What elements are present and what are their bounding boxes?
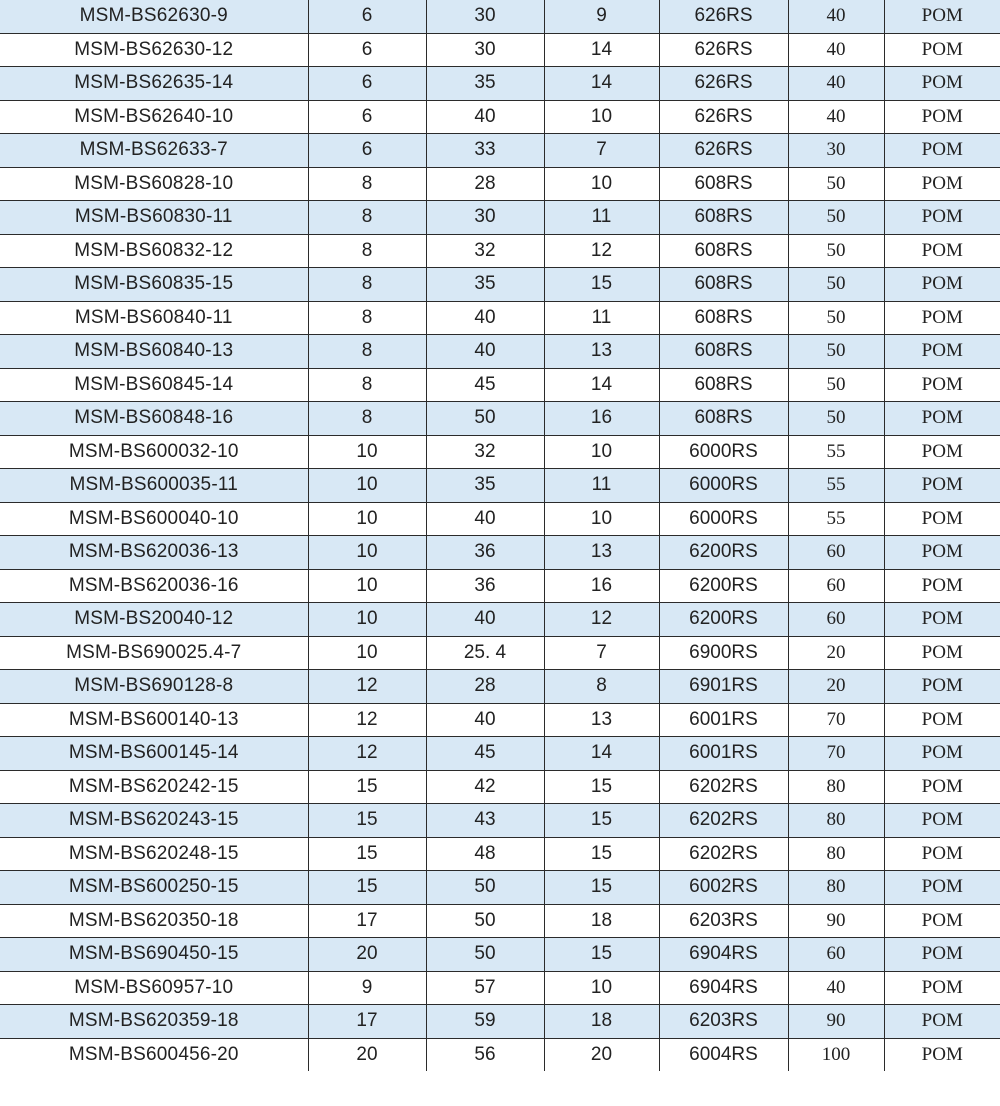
cell-bearing-type: 6004RS <box>659 1038 788 1071</box>
table-row <box>0 100 1000 134</box>
cell-load-value: 80 <box>788 837 884 871</box>
cell-width: 11 <box>544 469 659 503</box>
cell-outer-diameter: 40 <box>426 603 544 637</box>
cell-material: POM <box>884 804 1000 838</box>
cell-model-number: MSM-BS60845-14 <box>0 368 308 402</box>
table-row <box>0 603 1000 637</box>
cell-outer-diameter: 40 <box>426 301 544 335</box>
cell-material: POM <box>884 368 1000 402</box>
cell-outer-diameter: 50 <box>426 402 544 436</box>
cell-bore-diameter: 12 <box>308 670 426 704</box>
cell-bore-diameter: 8 <box>308 201 426 235</box>
cell-outer-diameter: 48 <box>426 837 544 871</box>
table-row <box>0 703 1000 737</box>
cell-load-value: 55 <box>788 469 884 503</box>
cell-outer-diameter: 40 <box>426 502 544 536</box>
cell-bore-diameter: 8 <box>308 268 426 302</box>
cell-bore-diameter: 8 <box>308 234 426 268</box>
cell-load-value: 80 <box>788 770 884 804</box>
cell-bore-diameter: 8 <box>308 301 426 335</box>
cell-outer-diameter: 45 <box>426 737 544 771</box>
cell-outer-diameter: 32 <box>426 234 544 268</box>
cell-width: 12 <box>544 603 659 637</box>
cell-bore-diameter: 6 <box>308 134 426 168</box>
cell-model-number: MSM-BS60840-13 <box>0 335 308 369</box>
cell-model-number: MSM-BS620243-15 <box>0 804 308 838</box>
cell-outer-diameter: 45 <box>426 368 544 402</box>
cell-model-number: MSM-BS600456-20 <box>0 1038 308 1071</box>
cell-bore-diameter: 6 <box>308 0 426 33</box>
cell-bearing-type: 6000RS <box>659 502 788 536</box>
cell-model-number: MSM-BS62630-9 <box>0 0 308 33</box>
cell-material: POM <box>884 402 1000 436</box>
cell-width: 15 <box>544 938 659 972</box>
cell-model-number: MSM-BS60828-10 <box>0 167 308 201</box>
cell-outer-diameter: 43 <box>426 804 544 838</box>
cell-outer-diameter: 32 <box>426 435 544 469</box>
cell-load-value: 90 <box>788 1005 884 1039</box>
cell-model-number: MSM-BS600040-10 <box>0 502 308 536</box>
cell-load-value: 50 <box>788 335 884 369</box>
cell-width: 15 <box>544 837 659 871</box>
cell-outer-diameter: 50 <box>426 871 544 905</box>
cell-model-number: MSM-BS620036-13 <box>0 536 308 570</box>
cell-load-value: 60 <box>788 569 884 603</box>
cell-load-value: 55 <box>788 435 884 469</box>
cell-outer-diameter: 36 <box>426 536 544 570</box>
cell-width: 15 <box>544 804 659 838</box>
cell-width: 18 <box>544 1005 659 1039</box>
cell-model-number: MSM-BS690450-15 <box>0 938 308 972</box>
cell-load-value: 20 <box>788 670 884 704</box>
cell-bore-diameter: 15 <box>308 804 426 838</box>
cell-bore-diameter: 10 <box>308 536 426 570</box>
cell-load-value: 55 <box>788 502 884 536</box>
cell-bearing-type: 6904RS <box>659 938 788 972</box>
table-row <box>0 67 1000 101</box>
cell-width: 18 <box>544 904 659 938</box>
cell-material: POM <box>884 33 1000 67</box>
cell-outer-diameter: 42 <box>426 770 544 804</box>
cell-bore-diameter: 10 <box>308 569 426 603</box>
table-row <box>0 770 1000 804</box>
cell-load-value: 70 <box>788 737 884 771</box>
cell-width: 16 <box>544 402 659 436</box>
cell-model-number: MSM-BS62630-12 <box>0 33 308 67</box>
cell-bore-diameter: 20 <box>308 1038 426 1071</box>
cell-outer-diameter: 50 <box>426 938 544 972</box>
cell-bearing-type: 608RS <box>659 301 788 335</box>
cell-load-value: 50 <box>788 234 884 268</box>
cell-outer-diameter: 35 <box>426 67 544 101</box>
cell-bearing-type: 626RS <box>659 67 788 101</box>
table-row <box>0 402 1000 436</box>
cell-material: POM <box>884 301 1000 335</box>
table-row <box>0 670 1000 704</box>
cell-load-value: 40 <box>788 0 884 33</box>
cell-bore-diameter: 10 <box>308 469 426 503</box>
cell-width: 11 <box>544 201 659 235</box>
table-row <box>0 201 1000 235</box>
table-row <box>0 435 1000 469</box>
cell-bearing-type: 608RS <box>659 402 788 436</box>
cell-width: 14 <box>544 737 659 771</box>
cell-width: 7 <box>544 636 659 670</box>
cell-model-number: MSM-BS600032-10 <box>0 435 308 469</box>
cell-model-number: MSM-BS60830-11 <box>0 201 308 235</box>
cell-outer-diameter: 28 <box>426 167 544 201</box>
cell-outer-diameter: 59 <box>426 1005 544 1039</box>
cell-load-value: 50 <box>788 402 884 436</box>
cell-bearing-type: 6202RS <box>659 804 788 838</box>
table-row <box>0 1005 1000 1039</box>
cell-model-number: MSM-BS60848-16 <box>0 402 308 436</box>
cell-width: 13 <box>544 703 659 737</box>
cell-bearing-type: 6001RS <box>659 737 788 771</box>
cell-width: 15 <box>544 871 659 905</box>
cell-bearing-type: 6002RS <box>659 871 788 905</box>
cell-outer-diameter: 50 <box>426 904 544 938</box>
table-row <box>0 301 1000 335</box>
cell-material: POM <box>884 904 1000 938</box>
cell-material: POM <box>884 971 1000 1005</box>
cell-bearing-type: 6203RS <box>659 1005 788 1039</box>
cell-bore-diameter: 8 <box>308 402 426 436</box>
cell-bore-diameter: 10 <box>308 435 426 469</box>
cell-load-value: 80 <box>788 871 884 905</box>
cell-bore-diameter: 8 <box>308 335 426 369</box>
cell-material: POM <box>884 1005 1000 1039</box>
cell-bore-diameter: 6 <box>308 67 426 101</box>
cell-model-number: MSM-BS620242-15 <box>0 770 308 804</box>
cell-bearing-type: 608RS <box>659 368 788 402</box>
table-row <box>0 368 1000 402</box>
cell-model-number: MSM-BS20040-12 <box>0 603 308 637</box>
cell-load-value: 50 <box>788 268 884 302</box>
cell-load-value: 40 <box>788 33 884 67</box>
cell-material: POM <box>884 938 1000 972</box>
cell-outer-diameter: 35 <box>426 469 544 503</box>
table-row <box>0 134 1000 168</box>
cell-outer-diameter: 30 <box>426 201 544 235</box>
cell-width: 13 <box>544 536 659 570</box>
cell-width: 15 <box>544 268 659 302</box>
table-row <box>0 569 1000 603</box>
cell-bore-diameter: 8 <box>308 167 426 201</box>
cell-load-value: 40 <box>788 971 884 1005</box>
cell-material: POM <box>884 569 1000 603</box>
table-row <box>0 837 1000 871</box>
cell-material: POM <box>884 871 1000 905</box>
cell-bearing-type: 6200RS <box>659 569 788 603</box>
cell-bearing-type: 626RS <box>659 33 788 67</box>
cell-bore-diameter: 6 <box>308 33 426 67</box>
cell-width: 13 <box>544 335 659 369</box>
cell-outer-diameter: 25. 4 <box>426 636 544 670</box>
cell-bearing-type: 6001RS <box>659 703 788 737</box>
cell-outer-diameter: 40 <box>426 100 544 134</box>
table-row <box>0 33 1000 67</box>
cell-bearing-type: 6203RS <box>659 904 788 938</box>
cell-width: 10 <box>544 435 659 469</box>
cell-width: 20 <box>544 1038 659 1071</box>
cell-material: POM <box>884 770 1000 804</box>
cell-bearing-type: 608RS <box>659 167 788 201</box>
table-row <box>0 502 1000 536</box>
cell-model-number: MSM-BS60840-11 <box>0 301 308 335</box>
table-row <box>0 636 1000 670</box>
cell-outer-diameter: 56 <box>426 1038 544 1071</box>
cell-outer-diameter: 40 <box>426 335 544 369</box>
cell-load-value: 70 <box>788 703 884 737</box>
cell-material: POM <box>884 335 1000 369</box>
cell-material: POM <box>884 1038 1000 1071</box>
table-row <box>0 536 1000 570</box>
table-row <box>0 0 1000 33</box>
cell-bore-diameter: 10 <box>308 502 426 536</box>
cell-width: 12 <box>544 234 659 268</box>
cell-model-number: MSM-BS62633-7 <box>0 134 308 168</box>
cell-bearing-type: 626RS <box>659 0 788 33</box>
cell-width: 14 <box>544 33 659 67</box>
cell-load-value: 90 <box>788 904 884 938</box>
cell-material: POM <box>884 837 1000 871</box>
cell-bearing-type: 6900RS <box>659 636 788 670</box>
cell-bearing-type: 6200RS <box>659 536 788 570</box>
cell-material: POM <box>884 636 1000 670</box>
table-row <box>0 971 1000 1005</box>
cell-model-number: MSM-BS690025.4-7 <box>0 636 308 670</box>
cell-material: POM <box>884 67 1000 101</box>
cell-material: POM <box>884 100 1000 134</box>
cell-load-value: 60 <box>788 938 884 972</box>
cell-model-number: MSM-BS620248-15 <box>0 837 308 871</box>
cell-bearing-type: 6901RS <box>659 670 788 704</box>
cell-width: 14 <box>544 368 659 402</box>
cell-load-value: 80 <box>788 804 884 838</box>
cell-bearing-type: 608RS <box>659 201 788 235</box>
cell-width: 9 <box>544 0 659 33</box>
cell-material: POM <box>884 134 1000 168</box>
cell-width: 8 <box>544 670 659 704</box>
cell-outer-diameter: 30 <box>426 0 544 33</box>
cell-bearing-type: 6200RS <box>659 603 788 637</box>
table-row <box>0 737 1000 771</box>
cell-material: POM <box>884 737 1000 771</box>
cell-material: POM <box>884 536 1000 570</box>
cell-model-number: MSM-BS600250-15 <box>0 871 308 905</box>
cell-model-number: MSM-BS60832-12 <box>0 234 308 268</box>
cell-bore-diameter: 8 <box>308 368 426 402</box>
cell-width: 10 <box>544 100 659 134</box>
cell-material: POM <box>884 268 1000 302</box>
cell-material: POM <box>884 603 1000 637</box>
table-row <box>0 268 1000 302</box>
cell-load-value: 40 <box>788 67 884 101</box>
cell-bore-diameter: 17 <box>308 904 426 938</box>
table-row <box>0 871 1000 905</box>
cell-bearing-type: 608RS <box>659 268 788 302</box>
table-row <box>0 167 1000 201</box>
cell-bearing-type: 6000RS <box>659 435 788 469</box>
table-row <box>0 904 1000 938</box>
cell-load-value: 60 <box>788 536 884 570</box>
table-row <box>0 938 1000 972</box>
cell-width: 11 <box>544 301 659 335</box>
table-row <box>0 234 1000 268</box>
cell-load-value: 50 <box>788 368 884 402</box>
cell-width: 10 <box>544 502 659 536</box>
cell-material: POM <box>884 670 1000 704</box>
cell-bore-diameter: 17 <box>308 1005 426 1039</box>
table-row <box>0 1038 1000 1071</box>
cell-bearing-type: 6202RS <box>659 770 788 804</box>
cell-bore-diameter: 12 <box>308 737 426 771</box>
cell-width: 14 <box>544 67 659 101</box>
cell-material: POM <box>884 502 1000 536</box>
cell-material: POM <box>884 435 1000 469</box>
cell-outer-diameter: 35 <box>426 268 544 302</box>
cell-bore-diameter: 15 <box>308 871 426 905</box>
cell-material: POM <box>884 0 1000 33</box>
cell-outer-diameter: 28 <box>426 670 544 704</box>
cell-model-number: MSM-BS620350-18 <box>0 904 308 938</box>
cell-bore-diameter: 15 <box>308 837 426 871</box>
cell-load-value: 50 <box>788 201 884 235</box>
cell-width: 7 <box>544 134 659 168</box>
cell-model-number: MSM-BS620036-16 <box>0 569 308 603</box>
cell-model-number: MSM-BS62640-10 <box>0 100 308 134</box>
cell-bearing-type: 608RS <box>659 335 788 369</box>
cell-model-number: MSM-BS60957-10 <box>0 971 308 1005</box>
cell-width: 10 <box>544 167 659 201</box>
cell-model-number: MSM-BS600035-11 <box>0 469 308 503</box>
cell-load-value: 40 <box>788 100 884 134</box>
cell-bearing-type: 6904RS <box>659 971 788 1005</box>
cell-load-value: 50 <box>788 301 884 335</box>
cell-bore-diameter: 6 <box>308 100 426 134</box>
cell-load-value: 100 <box>788 1038 884 1071</box>
cell-model-number: MSM-BS62635-14 <box>0 67 308 101</box>
cell-material: POM <box>884 167 1000 201</box>
cell-load-value: 30 <box>788 134 884 168</box>
table-row <box>0 804 1000 838</box>
cell-load-value: 20 <box>788 636 884 670</box>
cell-model-number: MSM-BS60835-15 <box>0 268 308 302</box>
cell-model-number: MSM-BS690128-8 <box>0 670 308 704</box>
cell-bore-diameter: 15 <box>308 770 426 804</box>
cell-outer-diameter: 30 <box>426 33 544 67</box>
cell-material: POM <box>884 703 1000 737</box>
cell-bearing-type: 626RS <box>659 100 788 134</box>
cell-material: POM <box>884 234 1000 268</box>
table-row <box>0 469 1000 503</box>
cell-model-number: MSM-BS600140-13 <box>0 703 308 737</box>
cell-bore-diameter: 9 <box>308 971 426 1005</box>
cell-outer-diameter: 40 <box>426 703 544 737</box>
cell-outer-diameter: 57 <box>426 971 544 1005</box>
cell-bearing-type: 626RS <box>659 134 788 168</box>
cell-bore-diameter: 20 <box>308 938 426 972</box>
cell-model-number: MSM-BS600145-14 <box>0 737 308 771</box>
cell-bearing-type: 608RS <box>659 234 788 268</box>
cell-load-value: 50 <box>788 167 884 201</box>
cell-load-value: 60 <box>788 603 884 637</box>
cell-bore-diameter: 10 <box>308 603 426 637</box>
table-row <box>0 335 1000 369</box>
cell-material: POM <box>884 469 1000 503</box>
cell-outer-diameter: 36 <box>426 569 544 603</box>
cell-material: POM <box>884 201 1000 235</box>
cell-model-number: MSM-BS620359-18 <box>0 1005 308 1039</box>
cell-bore-diameter: 12 <box>308 703 426 737</box>
cell-width: 15 <box>544 770 659 804</box>
cell-bearing-type: 6202RS <box>659 837 788 871</box>
cell-bearing-type: 6000RS <box>659 469 788 503</box>
cell-bore-diameter: 10 <box>308 636 426 670</box>
cell-outer-diameter: 33 <box>426 134 544 168</box>
cell-width: 16 <box>544 569 659 603</box>
cell-width: 10 <box>544 971 659 1005</box>
